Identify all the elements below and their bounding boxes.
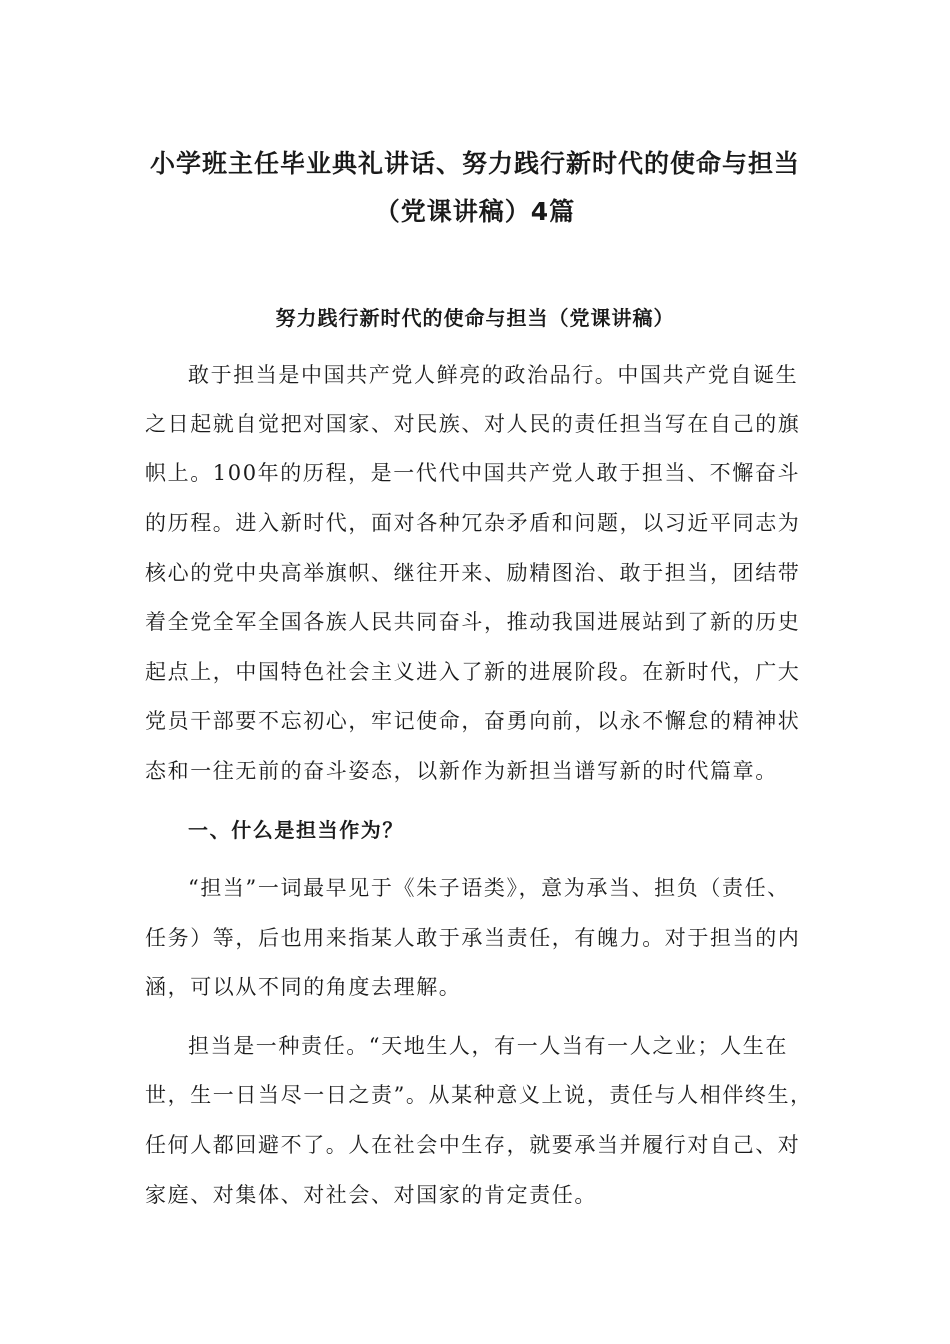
paragraph-line: 帜上。100年的历程，是一代代中国共产党人敢于担当、不懈奋斗 xyxy=(145,461,801,485)
paragraph-line: 敢于担当是中国共产党人鲜亮的政治品行。中国共产党自诞生 xyxy=(188,363,799,387)
paragraph-line: 担当是一种责任。“天地生人，有一人当有一人之业；人生在 xyxy=(188,1034,788,1058)
paragraph-line: 任何人都回避不了。人在社会中生存，就要承当并履行对自己、对 xyxy=(145,1133,801,1157)
document-title-line-2: （党课讲稿）4篇 xyxy=(374,197,576,226)
paragraph-line: 的历程。进入新时代，面对各种冗杂矛盾和问题，以习近平同志为 xyxy=(145,511,801,535)
paragraph-line: 态和一往无前的奋斗姿态，以新作为新担当谱写新的时代篇章。 xyxy=(145,759,778,783)
paragraph-line: “担当”一词最早见于《朱子语类》，意为承当、担负（责任、 xyxy=(188,876,790,900)
paragraph-line: 着全党全军全国各族人民共同奋斗，推动我国进展站到了新的历史 xyxy=(145,610,801,634)
paragraph-line: 之日起就自觉把对国家、对民族、对人民的责任担当写在自己的旗 xyxy=(145,412,801,436)
paragraph-line: 任务）等，后也用来指某人敢于承当责任，有魄力。对于担当的内 xyxy=(145,926,801,950)
document-title-line-1: 小学班主任毕业典礼讲话、努力践行新时代的使命与担当 xyxy=(149,149,800,178)
paragraph-line: 起点上，中国特色社会主义进入了新的进展阶段。在新时代，广大 xyxy=(145,660,801,684)
paragraph-line: 家庭、对集体、对社会、对国家的肯定责任。 xyxy=(145,1183,597,1207)
paragraph-line: 世，生一日当尽一日之责”。从某种意义上说，责任与人相伴终生， xyxy=(145,1083,813,1107)
paragraph-line: 核心的党中央高举旗帜、继往开来、励精图治、敢于担当，团结带 xyxy=(145,561,801,585)
section-heading: 一、什么是担当作为？ xyxy=(188,818,404,842)
paragraph-line: 涵，可以从不同的角度去理解。 xyxy=(145,975,462,999)
paragraph-line: 党员干部要不忘初心，牢记使命，奋勇向前，以永不懈怠的精神状 xyxy=(145,709,801,733)
section-subtitle: 努力践行新时代的使命与担当（党课讲稿） xyxy=(275,306,675,330)
